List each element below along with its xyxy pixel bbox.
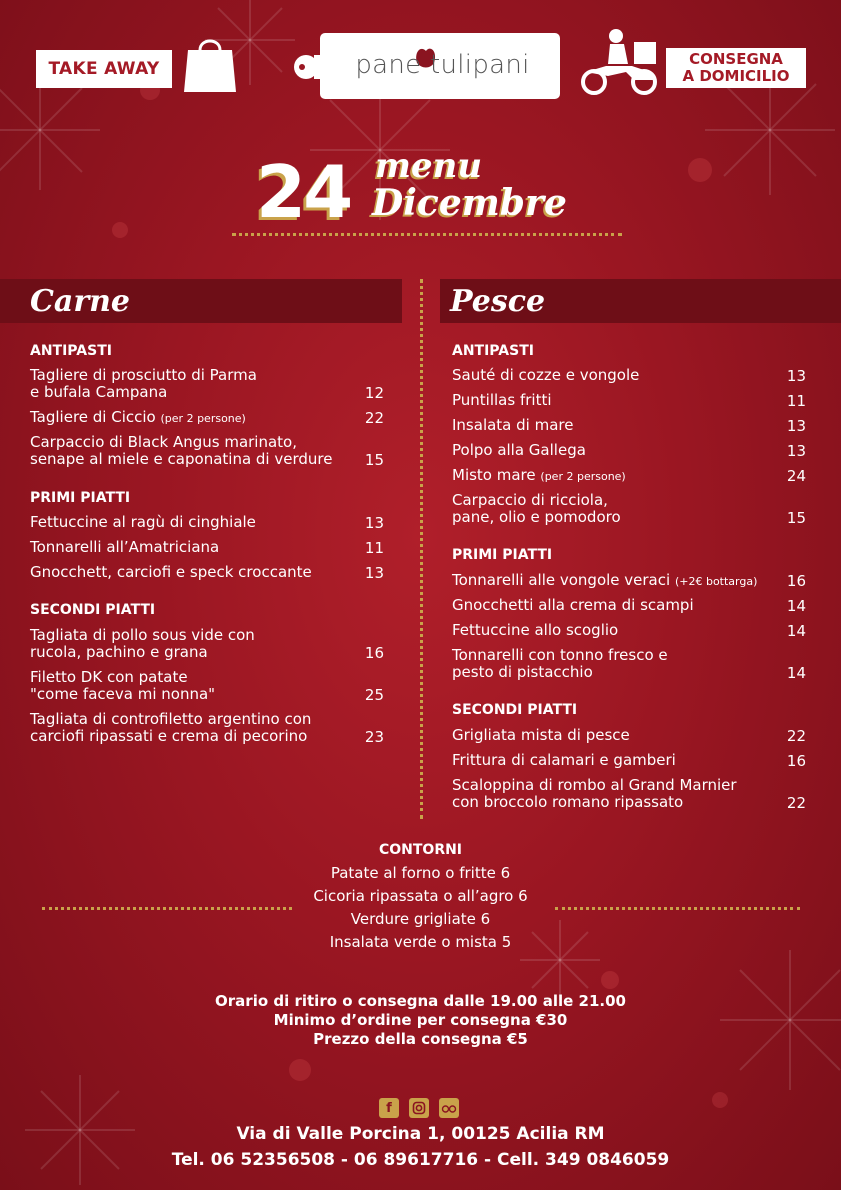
menu-item: Tagliere di Ciccio (per 2 persone)	[30, 408, 246, 426]
item-price: 16	[364, 644, 384, 662]
instagram-icon[interactable]	[409, 1098, 429, 1118]
menu-item: Sauté di cozze e vongole	[452, 366, 640, 384]
pesce-heading-band	[440, 279, 841, 323]
item-price: 13	[786, 367, 806, 385]
menu-item: Grigliata mista di pesce	[452, 726, 630, 744]
contorni-item: Insalata verde o mista 5	[329, 933, 512, 951]
menu-item: Polpo alla Gallega	[452, 441, 586, 459]
menu-item: Fettuccine allo scoglio	[452, 621, 619, 639]
title-month: Dicembre	[372, 182, 567, 224]
column-divider	[420, 279, 423, 819]
contorni-item: Patate al forno o fritte 6	[330, 864, 511, 882]
take-away-badge: TAKE AWAY	[36, 50, 172, 88]
carne-antipasti-title: ANTIPASTI	[30, 343, 112, 359]
menu-item: Fettuccine al ragù di cinghiale	[30, 513, 256, 531]
info-delivery-price: Prezzo della consegna €5	[313, 1030, 528, 1048]
item-price: 13	[786, 442, 806, 460]
menu-item: Frittura di calamari e gamberi	[452, 751, 676, 769]
item-price: 16	[786, 572, 806, 590]
pesce-primi-title: PRIMI PIATTI	[452, 547, 553, 563]
menu-item: Tonnarelli con tonno fresco e pesto di pistacchio	[452, 646, 668, 681]
logo-text: pane tulipani	[355, 50, 530, 80]
menu-item: Scaloppina di rombo al Grand Marnier con broccolo romano ripassato	[452, 776, 737, 811]
info-minimum-order: Minimo d’ordine per consegna €30	[273, 1011, 568, 1029]
menu-item: Tagliere di prosciutto di Parma e bufala Campana	[30, 366, 257, 401]
item-price: 23	[364, 728, 384, 746]
menu-item: Filetto DK con patate "come faceva mi nonna"	[30, 668, 216, 703]
item-price: 14	[786, 664, 806, 682]
item-price: 15	[786, 509, 806, 527]
delivery-line-1: CONSEGNA	[689, 50, 783, 68]
contorni-divider-right	[555, 907, 800, 910]
info-hours: Orario di ritiro o consegna dalle 19.00 alle 21.00	[215, 992, 626, 1010]
item-price: 22	[786, 727, 806, 745]
shopping-bag-icon	[182, 32, 238, 94]
menu-item: Gnocchetti alla crema di scampi	[452, 596, 694, 614]
delivery-line-2: A DOMICILIO	[682, 67, 790, 85]
pesce-heading: Pesce	[450, 283, 546, 319]
carne-secondi-title: SECONDI PIATTI	[30, 602, 156, 618]
item-price: 22	[364, 409, 384, 427]
menu-item: Puntillas fritti	[452, 391, 552, 409]
menu-item: Tagliata di controfiletto argentino con carciofi ripassati e crema di pecorino	[30, 710, 312, 745]
phone-numbers: Tel. 06 52356508 - 06 89617716 - Cell. 349 0846059	[171, 1150, 670, 1170]
item-price: 14	[786, 622, 806, 640]
contorni-title: CONTORNI	[378, 842, 463, 858]
menu-item: Tonnarelli alle vongole veraci (+2€ bottarga)	[452, 571, 758, 589]
item-price: 13	[364, 564, 384, 582]
item-price: 15	[364, 451, 384, 469]
contorni-item: Verdure grigliate 6	[350, 910, 491, 928]
item-price: 13	[364, 514, 384, 532]
carne-heading-band	[0, 279, 402, 323]
menu-item: Misto mare (per 2 persone)	[452, 466, 626, 484]
menu-item: Tagliata di pollo sous vide con rucola, pachino e grana	[30, 626, 255, 661]
item-price: 11	[786, 392, 806, 410]
contorni-divider-left	[42, 907, 292, 910]
title-day: 24	[256, 150, 351, 234]
menu-item: Insalata di mare	[452, 416, 574, 434]
menu-item: Gnocchett, carciofi e speck croccante	[30, 563, 312, 581]
item-price: 12	[364, 384, 384, 402]
pesce-secondi-title: SECONDI PIATTI	[452, 702, 578, 718]
home-delivery-badge	[666, 48, 806, 88]
delivery-scooter-icon	[578, 26, 664, 96]
menu-item: Tonnarelli all’Amatriciana	[30, 538, 220, 556]
item-price: 16	[786, 752, 806, 770]
carne-heading: Carne	[30, 283, 131, 319]
item-price: 13	[786, 417, 806, 435]
contorni-item: Cicoria ripassata o all’agro 6	[313, 887, 528, 905]
title-menu: menu	[375, 146, 483, 186]
title-divider	[232, 233, 622, 236]
menu-item: Carpaccio di ricciola, pane, olio e pomodoro	[452, 491, 621, 526]
item-price: 14	[786, 597, 806, 615]
item-price: 24	[786, 467, 806, 485]
item-price: 22	[786, 794, 806, 812]
address: Via di Valle Porcina 1, 00125 Acilia RM	[236, 1124, 605, 1144]
pesce-antipasti-title: ANTIPASTI	[452, 343, 534, 359]
carne-primi-title: PRIMI PIATTI	[30, 490, 131, 506]
tripadvisor-icon[interactable]	[439, 1098, 459, 1118]
item-price: 11	[364, 539, 384, 557]
item-price: 25	[364, 686, 384, 704]
menu-item: Carpaccio di Black Angus marinato, senape al miele e caponatina di verdure	[30, 433, 333, 468]
facebook-icon[interactable]: f	[379, 1098, 399, 1118]
